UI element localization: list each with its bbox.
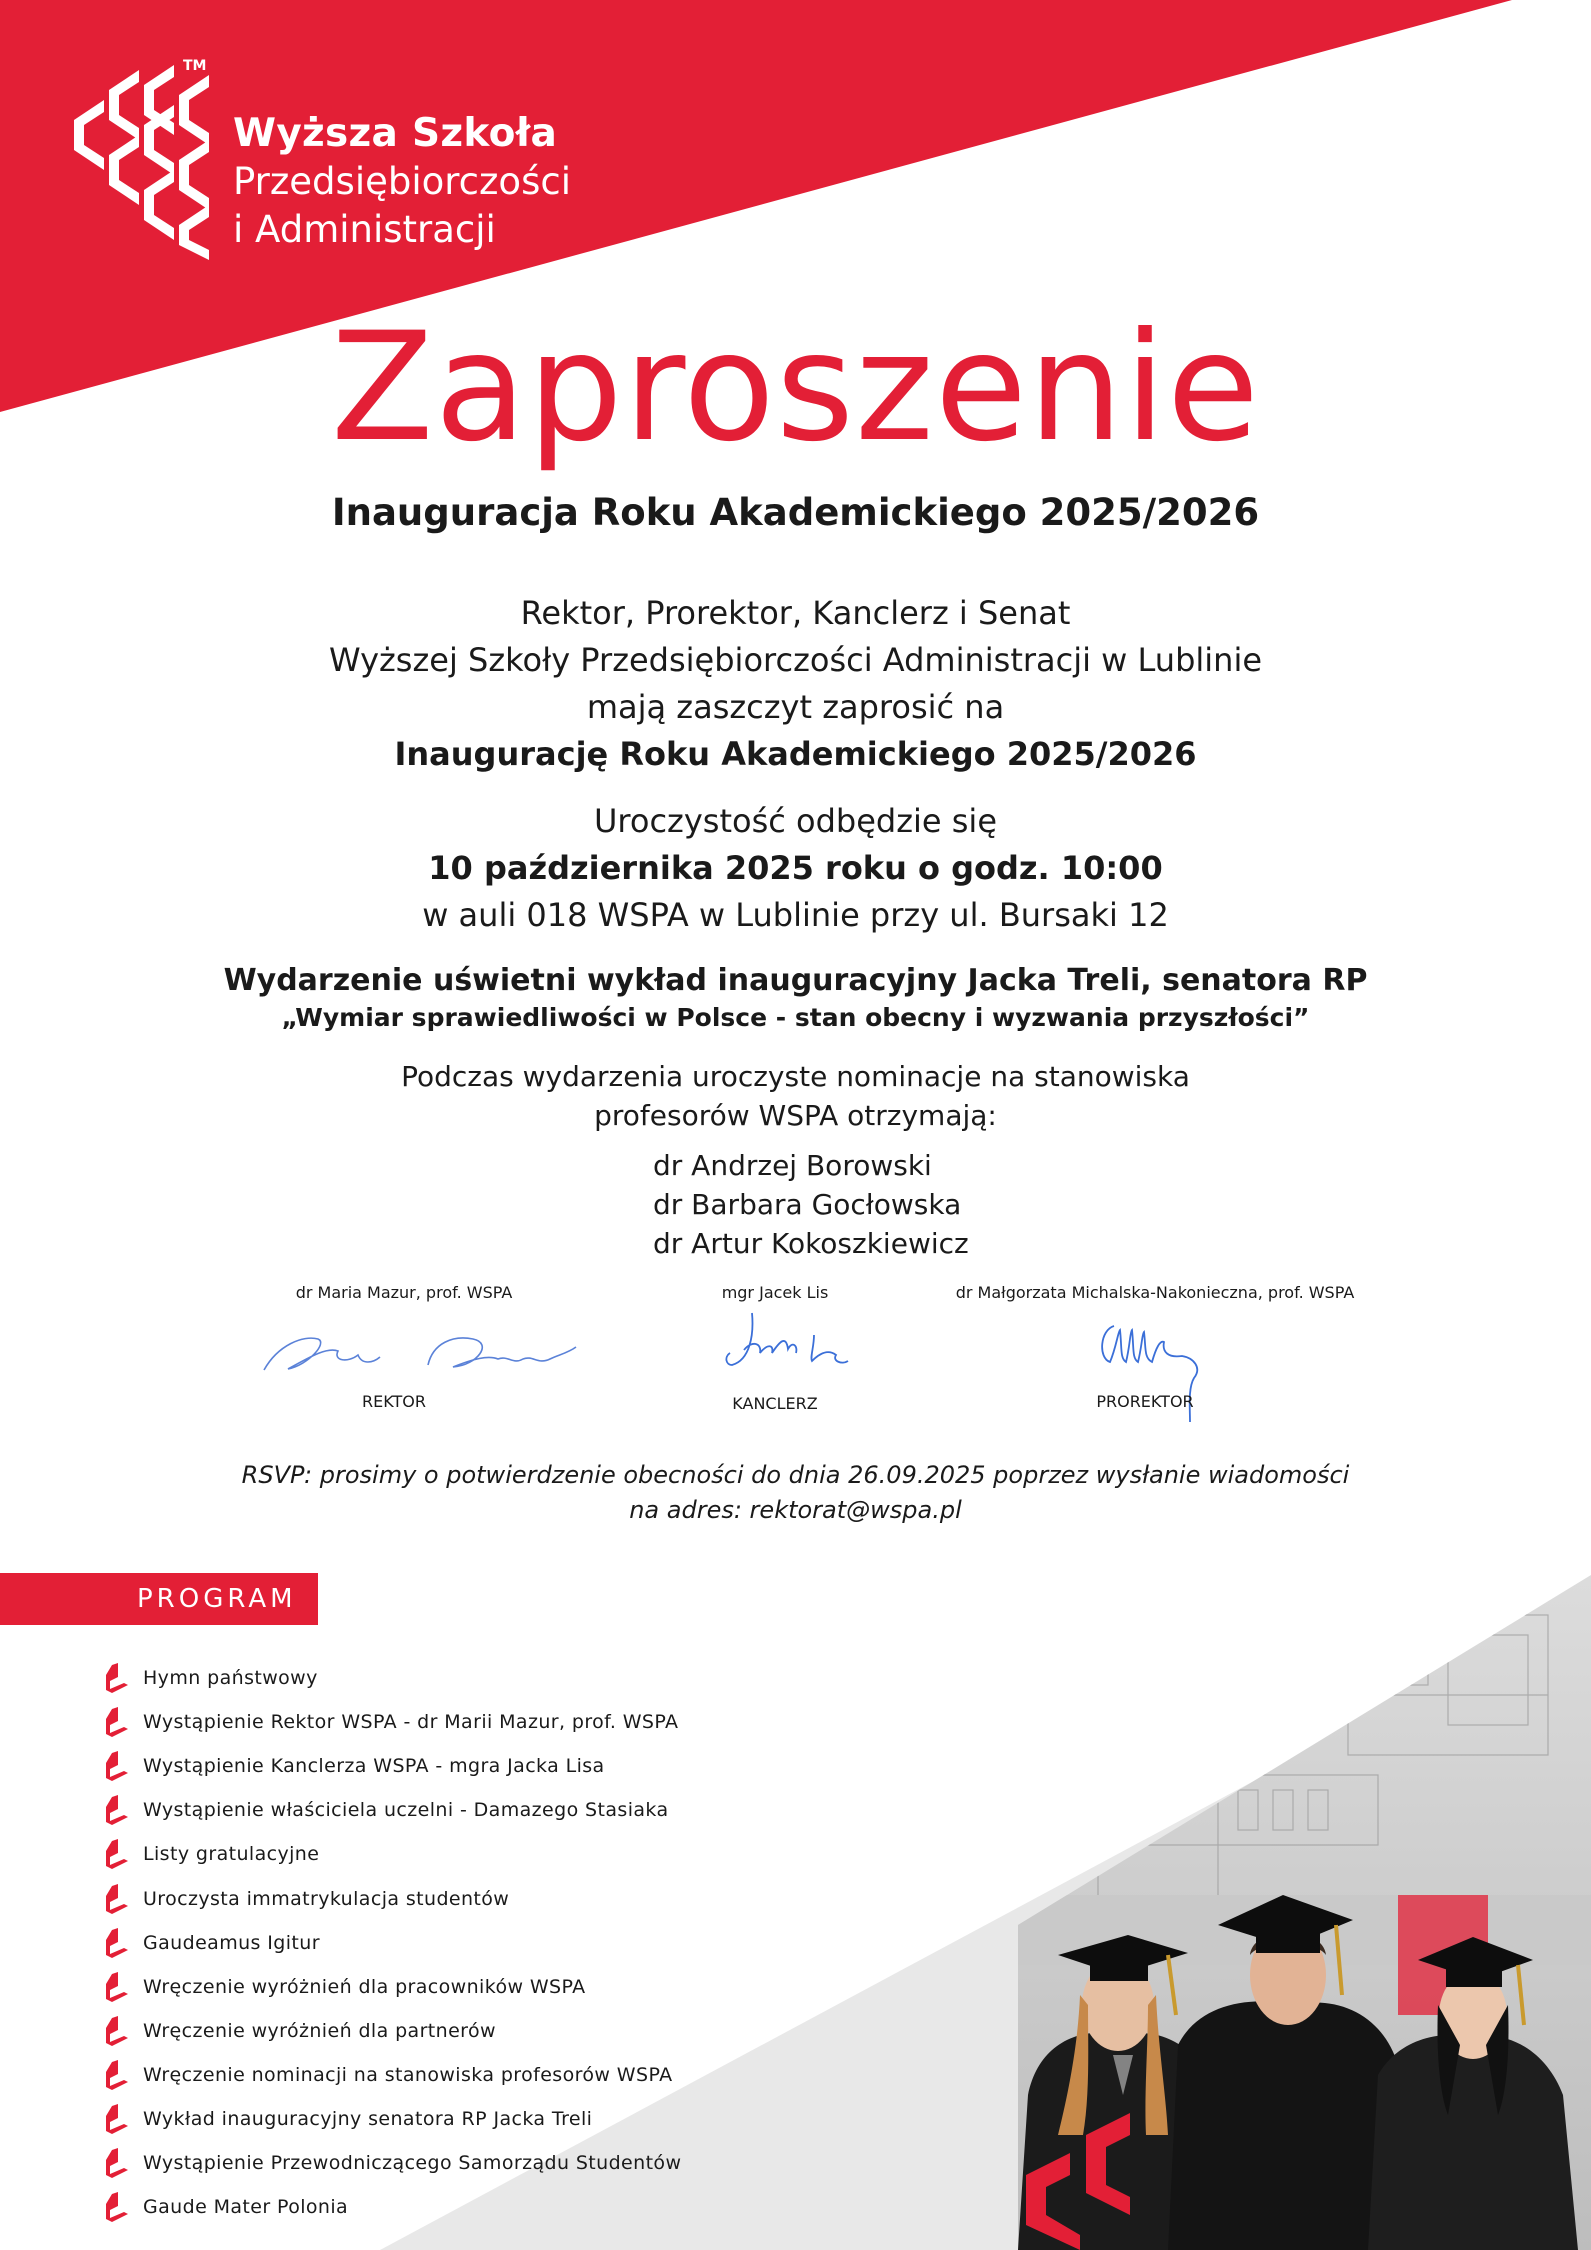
invitation-line-2: Wyższej Szkoły Przedsiębiorczości Administracji w Lublinie bbox=[328, 641, 1263, 679]
red-bullet-icon bbox=[104, 2192, 130, 2222]
lecture-line-2: „Wymiar sprawiedliwości w Polsce - stan obecny i wyzwania przyszłości” bbox=[281, 1003, 1310, 1032]
program-list bbox=[104, 1656, 681, 2229]
signature-name-prorektor: dr Małgorzata Michalska-Nakonieczna, prof. WSPA bbox=[955, 1283, 1355, 1302]
program-item-label: Wystąpienie Kanclerza WSPA - mgra Jacka Lisa bbox=[143, 1755, 605, 1778]
program-item-label: Hymn państwowy bbox=[143, 1667, 318, 1690]
red-bullet-icon bbox=[104, 1751, 130, 1781]
program-item-label: Uroczysta immatrykulacja studentów bbox=[143, 1887, 510, 1910]
program-label: PROGRAM bbox=[137, 1584, 297, 1614]
red-bullet-icon bbox=[104, 1972, 130, 2002]
program-item bbox=[104, 1832, 681, 1876]
logo-line-2: Przedsiębiorczości bbox=[233, 160, 571, 203]
nominations-line-1: Podczas wydarzenia uroczyste nominacje na stanowiska bbox=[401, 1060, 1190, 1093]
red-bullet-icon bbox=[104, 1839, 130, 1869]
program-item-label: Wręczenie nominacji na stanowiska profesorów WSPA bbox=[143, 2063, 673, 2086]
rsvp-line-2: na adres: rektorat@wspa.pl bbox=[629, 1496, 962, 1524]
invitation-line-1: Rektor, Prorektor, Kanclerz i Senat bbox=[520, 594, 1071, 632]
program-item-label: Wystąpienie Przewodniczącego Samorządu Studentów bbox=[143, 2152, 682, 2175]
program-item bbox=[104, 1876, 681, 1920]
subtitle: Inauguracja Roku Akademickiego 2025/2026 bbox=[331, 491, 1260, 534]
program-item-label: Wystąpienie właściciela uczelni - Damazego Stasiaka bbox=[143, 1799, 669, 1822]
ceremony-date: 10 października 2025 roku o godz. 10:00 bbox=[428, 849, 1163, 887]
ceremony-place: w auli 018 WSPA w Lublinie przy ul. Bursaki 12 bbox=[422, 896, 1169, 934]
nominees-list bbox=[653, 1146, 969, 1263]
red-bullet-icon bbox=[104, 2104, 130, 2134]
graduates-photo bbox=[1018, 1575, 1591, 2250]
program-item-label: Wykład inauguracyjny senatora RP Jacka Treli bbox=[143, 2107, 593, 2130]
program-item-label: Listy gratulacyjne bbox=[143, 1843, 320, 1866]
program-item bbox=[104, 1788, 681, 1832]
logo-text bbox=[233, 110, 571, 254]
program-item bbox=[104, 1965, 681, 2009]
red-bullet-icon bbox=[104, 1795, 130, 1825]
program-item-label: Gaudeamus Igitur bbox=[143, 1931, 320, 1954]
nominee-name: dr Barbara Gocłowska bbox=[653, 1188, 962, 1221]
nominee-name: dr Andrzej Borowski bbox=[653, 1149, 932, 1182]
program-item-label: Gaude Mater Polonia bbox=[143, 2196, 349, 2219]
program-item bbox=[104, 2185, 681, 2229]
ceremony-line-1: Uroczystość odbędzie się bbox=[593, 802, 997, 840]
red-bullet-icon bbox=[104, 2016, 130, 2046]
program-item-label: Wręczenie wyróżnień dla partnerów bbox=[143, 2019, 496, 2042]
kanclerz-signature-icon bbox=[722, 1305, 862, 1385]
program-item-label: Wręczenie wyróżnień dla pracowników WSPA bbox=[143, 1975, 586, 1998]
program-item bbox=[104, 1744, 681, 1788]
red-bullet-icon bbox=[104, 1884, 130, 1914]
program-item-label: Wystąpienie Rektor WSPA - dr Marii Mazur, prof. WSPA bbox=[143, 1711, 679, 1734]
red-bullet-icon bbox=[104, 1707, 130, 1737]
invitation-line-3: mają zaszczyt zaprosić na bbox=[586, 688, 1005, 726]
red-bullet-icon bbox=[104, 2060, 130, 2090]
wspa-logo-icon bbox=[64, 60, 224, 260]
signature-name-rektor: dr Maria Mazur, prof. WSPA bbox=[295, 1283, 513, 1302]
nominations-line-2: profesorów WSPA otrzymają: bbox=[594, 1099, 997, 1132]
signature-role-kanclerz: KANCLERZ bbox=[732, 1394, 818, 1413]
logo-line-3: i Administracji bbox=[233, 208, 496, 251]
red-bullet-icon bbox=[104, 2148, 130, 2178]
prorektor-signature-icon bbox=[1090, 1318, 1230, 1428]
rsvp-line-1: RSVP: prosimy o potwierdzenie obecności do dnia 26.09.2025 poprzez wysłanie wiadomości bbox=[241, 1461, 1350, 1489]
program-item bbox=[104, 2141, 681, 2185]
logo-line-1: Wyższa Szkoła bbox=[233, 111, 558, 156]
program-item bbox=[104, 1656, 681, 1700]
page-title: Zaproszenie bbox=[330, 301, 1261, 475]
program-item bbox=[104, 2009, 681, 2053]
program-item bbox=[104, 1700, 681, 1744]
red-bullet-icon bbox=[104, 1928, 130, 1958]
signature-role-prorektor: PROREKTOR bbox=[1096, 1392, 1194, 1411]
signature-name-kanclerz: mgr Jacek Lis bbox=[721, 1283, 829, 1302]
red-bullet-icon bbox=[104, 1663, 130, 1693]
invitation-line-4: Inaugurację Roku Akademickiego 2025/2026 bbox=[394, 735, 1197, 773]
trademark-mark: TM bbox=[183, 58, 207, 74]
program-item bbox=[104, 1921, 681, 1965]
signature-role-rektor: REKTOR bbox=[362, 1392, 426, 1411]
rektor-signature-icon bbox=[258, 1325, 588, 1385]
lecture-line-1: Wydarzenie uświetni wykład inauguracyjny Jacka Treli, senatora RP bbox=[223, 963, 1368, 998]
program-item bbox=[104, 2097, 681, 2141]
nominee-name: dr Artur Kokoszkiewicz bbox=[653, 1227, 969, 1260]
program-item bbox=[104, 2053, 681, 2097]
